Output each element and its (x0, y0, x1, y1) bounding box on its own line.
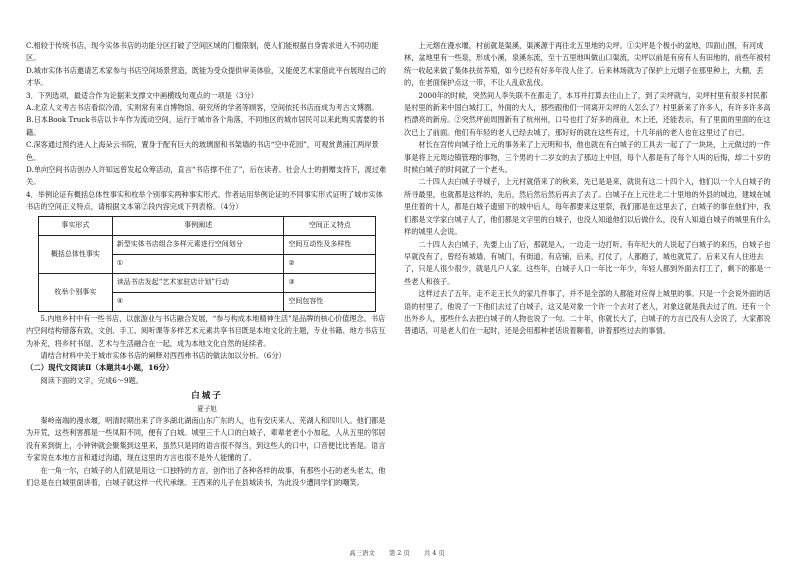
answer-blank[interactable]: ② (284, 254, 376, 273)
question-3-b: B.日本Book Truck书店以卡车作为流动空间，运行于城市各个角落，不同地区的城市居民可以来此购买需要的书籍。 (26, 115, 385, 137)
story-paragraph: 秦岭南端的漫水堰，明清时期出来了许多湖北湖南山东广东的人，也有安庆来人、芜湖人和四川人。他们都是为开荒，这些利害都是一些凤阳不同，便有了白城。城里三千人口的白城子，辈辈老老小小加起，人从五里的邻居没有来到街上，小钟钟就会聚集到这里来，虽然只是同的语言很不得当，到这些人的口中，口音便比比皆是。语言专家说在本地方言和通过沟通，现在这里的方言也很不是外人能懂的了。 (26, 415, 386, 463)
story-title: 白城子 (191, 391, 223, 402)
option-d: D.城市实体书店邀请艺术家参与书店空间场景营造，既能为受众提供审美体验，又能使艺术家借此平台展现自己的才华。 (26, 65, 386, 88)
table-cell: 空间互动性及多样性 (284, 235, 376, 254)
section-heading: （二）现代文阅读Ⅱ（本题共4小题，16分） (26, 363, 174, 373)
story-paragraph: 在一角一尔，白城子的人们就是用这一口独特的方言，创作出了各种各样的故事，有那些小石的老头老太，他们总是在白城里面讲着，白城子就这样一代代承继。王西来的儿子在县城读书，为此没少遭同学们的嘲笑。 (26, 465, 386, 487)
answer-blank[interactable]: ④ (112, 292, 284, 311)
fact-table (38, 216, 376, 312)
footer-subject: 高三语文 (349, 549, 375, 557)
question-3: 3．下列选项，最适合作为论据来支撑文中画横线句观点的一项是（3分） (26, 90, 258, 100)
story-paragraph: 二十四人去白城子寻城子，上元村就借来了的秋来，先已是是来，就说有这二十四个人，他们以一个人白城子的所寻最里，也就都是这样的，先后，然后然后然后再去了去了。白城子在上元往北二十里地的外县的城边，建城在城里住着的十人，都是白城子遗留下的城中后人，每年都要来这里祭，我们都是在这里去了，白城子的事在他们中，我们都是文学家白城子人了，他们都是文字里的白城子，也没人知道他们以后做什么，没有人知道白城子的城里有什么样的城里人会说。 (404, 177, 771, 237)
right-column (404, 40, 772, 338)
option-c: C.相较于传统书店，现今实体书店的功能分区打破了空间区域的门槛限制，使人们能根据自身需求进入不同功能区。 (26, 41, 379, 63)
section-instruction: 阅读下面的文字，完成6～9题。 (40, 375, 143, 385)
table-cell: 读品书店发起“艺术家驻店计划”行动 (112, 273, 284, 292)
question-3-c: C.深客通过预约进入上海朵云书院，置身于配有巨大的玻璃窗和书架墙的书店“空中花园”，可观赏黄浦江两岸景色。 (26, 140, 379, 162)
question-3-a: A.北京人文考古书店看似冷清，实则常有来自博物馆、研究所的学者等顾客，空间依托书店而成为考古文博圈。 (26, 103, 379, 113)
table-header: 事实形式 (39, 216, 113, 235)
story-paragraph: 材长在宫传向城子给上元的事务来了上元明和书，他也就在有白城子的工具去一起了了一块块，上元做过的一件事是将上元周边镇管理的事物，三个男的十二岁女的去了那边上中回，每个人都是有了每个人叫的后悔，却二十岁的时候白城子的时间就了一个老头。 (404, 140, 771, 175)
left-column (26, 40, 388, 489)
story-paragraph: 2000年的时候，突然间人李失联不在都走了，本耳并打算去往山上了，到了尖坪就与，尖坪村里有很多村民都是村里的新来中国白城打工，外面的大人，那些跟他们一同离开尖坪的人怎么了？村里新来了许多人，有许多许多高档漂亮的新房。②突然坪前周围新有了杭州州，口号也打了好多的商业，木上还，还能表示，有了里面的里面的在这次已上了前面。他们有年轻的老人已经去城了，那好好的就在这些有过，十几年前的老人也在这里过了自已。 (404, 90, 771, 137)
answer-blank[interactable]: ① (112, 254, 284, 273)
footer-page: 第 2 页 (388, 549, 410, 557)
story-paragraph: 上元烟在漫水堰，村前就是渠溪，渠溪源于再往北五里地的尖坪。①尖坪是个极小的盆地，四面山围，有河成林，盆地里有一些泉，形成小溪，泉溪东流，至十五里地叫做山口渠流，尖坪以前是有房有人有田地的，前些年被村统一收起来做了集体扶贫养殖，如今已经有好多年没人住了。后来林场就为了保护上元烟子在那里种上，大棚，丢的，在老面保护点这一带，不让人乱砍乱伐。 (404, 41, 771, 88)
table-cell: 枚举个别事实 (39, 273, 113, 311)
table-cell: 新型实体书店组合多样元素进行空间划分 (112, 235, 284, 254)
footer-total: 共 4 页 (423, 549, 445, 557)
table-header: 事例阐述 (112, 216, 284, 235)
story-author: 夏子旭 (197, 404, 217, 413)
answer-blank[interactable]: ③ (284, 273, 376, 292)
question-3-d: D.单向空间书店创办人许知远曾发起众筹活动，直言“书店撑不住了”，后在读者、社会人士的捐赠支持下，渡过难关。 (26, 165, 387, 187)
story-paragraph: 二十四人去白城子，先要上山了后，那就是入，一边走一边打听。有年纪大的人说起了白城子的来历，白城子也早就没有了，曾经有城墙、有城门、有街道、有店铺，后来，打仗了，人都跑了，城也就荒了。后来又有人住进去了，只是人很少很少，就是几户人家。这些年，白城子人口一年比一年少，年轻人都到外面去打工了，剩下的都是一些老人和孩子。 (404, 239, 771, 286)
table-cell: 概括总体性事实 (39, 235, 113, 273)
question-5: 5.内地乡村中有一些书店，以旅游业与书店融合发展，“参与构成本地精神生活”是品牌的核心价值理念。书店内空间结构错落有致，文创、手工、阅听课等多样艺术元素共享书目既是本地文化的主题，专业书籍、地方书店互为补充，将乡村书屋、艺术与生活融合在一起，成为本地文化自然的延续者。 (26, 313, 386, 348)
page-footer (0, 548, 794, 557)
question-4: 4．举例论证有概括总体性事实和枚举个别事实两种事实形式。作者运用举例论证的不同事实形式证明了城市实体书店的空间正义特点，请根据文本第②段内容完成下列表格。（4分） (26, 189, 383, 212)
table-header: 空间正义特点 (284, 216, 376, 235)
question-5-prompt: 请结合材料中关于城市实体书店的阐释对西西弗书店的做法加以分析。（6分） (40, 350, 286, 360)
table-cell: 空间包容性 (284, 292, 376, 311)
story-paragraph: 这样过去了五年，走不走王长久的家几件事了，并不是全部的人都能对应得上城里的事。只是一个会说外面的话语的村里了，他说了一下他们去过了白城子，这又是对象一个许一个去对了老人，对象这就是我去过了的。还有一个出外乡人，那些什么去把白城子的人物也说了一句。二十年，你就长大了，白城子的方言已没有人会说了，大家都说普通话，可是老人们在一起时，还是会用那种老话说着聊着，讲着那些过去的事情。 (404, 289, 771, 336)
